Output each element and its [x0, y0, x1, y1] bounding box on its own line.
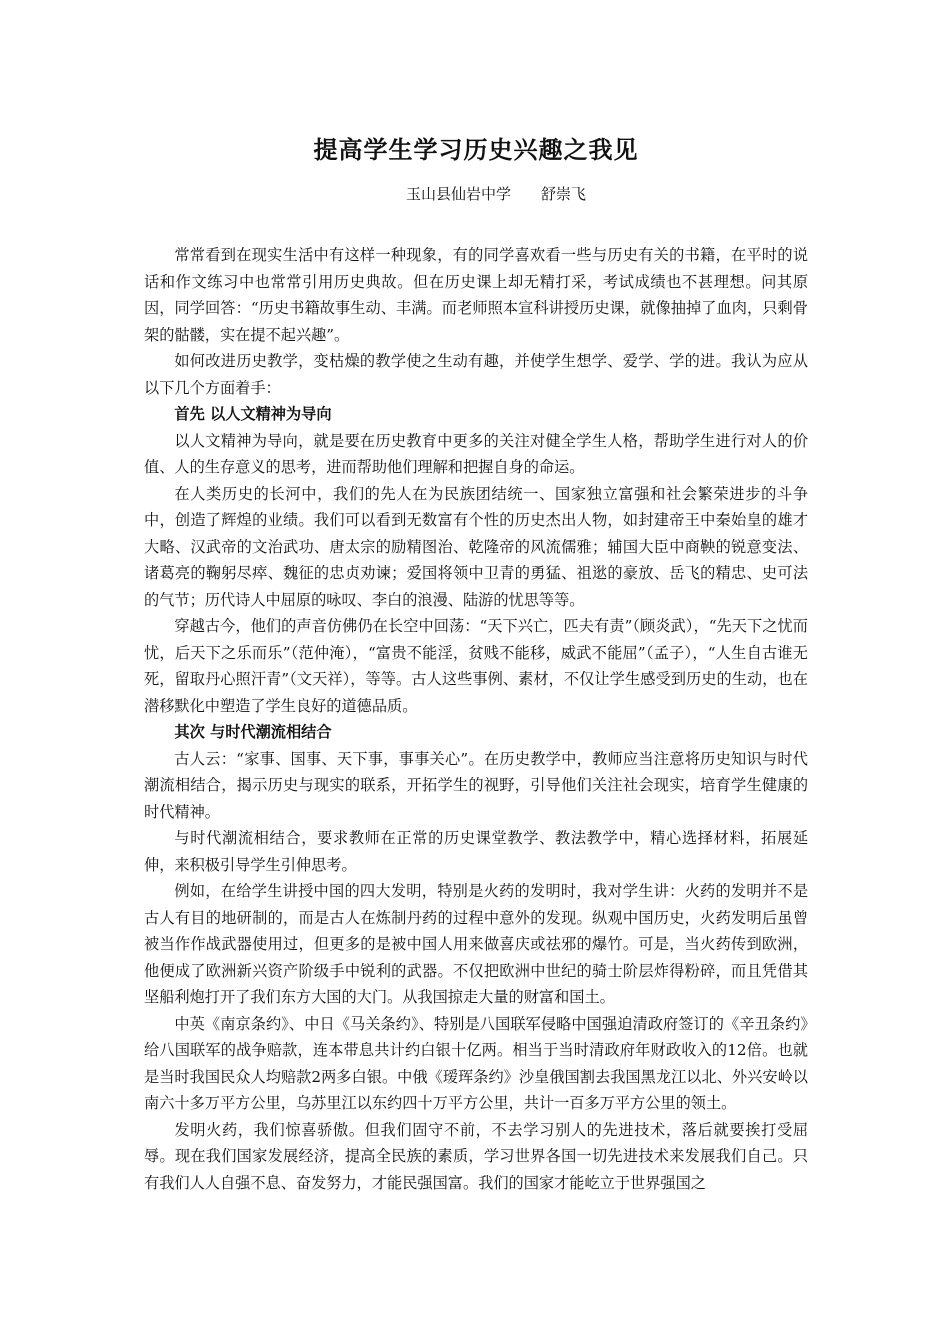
paragraph: 中英《南京条约》、中日《马关条约》、特别是八国联军侵略中国强迫清政府签订的《辛丑条约》给八国联军的战争赔款，连本带息共计约白银十亿两。相当于当时清政府年财政收入的12倍。也就是当时我国民众人均赔款2两多白银。中俄《瑷珲条约》沙皇俄国割去我国黑龙江以北、外兴安岭以南六十多万平方公里，乌苏里江以东约四十万平方公里，共计一百多万平方公里的领土。 [144, 1014, 808, 1112]
section-heading: 首先 以人文精神为导向 [174, 405, 332, 423]
paragraph: 穿越古今，他们的声音仿佛仍在长空中回荡：“天下兴亡，匹夫有责”（顾炎武），“先天下之忧而忧，后天下之乐而乐”（范仲淹），“富贵不能淫，贫贱不能移，威武不能屈”（孟子），“人生自古谁无死，留取丹心照汗青”（文天祥），等等。古人这些事例、素材，不仅让学生感受到历史的生动，也在潜移默化中塑造了学生良好的道德品质。 [144, 617, 808, 715]
paragraph: 在人类历史的长河中，我们的先人在为民族团结统一、国家独立富强和社会繁荣进步的斗争中，创造了辉煌的业绩。我们可以看到无数富有个性的历史杰出人物，如封建帝王中秦始皇的雄才大略、汉武帝的文治武功、唐太宗的励精图治、乾隆帝的风流儒雅；辅国大臣中商鞅的锐意变法、诸葛亮的鞠躬尽瘁、魏征的忠贞劝谏；爱国将领中卫青的勇猛、祖逖的豪放、岳飞的精忠、史可法的气节；历代诗人中屈原的咏叹、李白的浪漫、陆游的忧思等等。 [144, 484, 808, 609]
paragraph: 以人文精神为导向，就是要在历史教育中更多的关注对健全学生人格，帮助学生进行对人的价值、人的生存意义的思考，进而帮助他们理解和把握自身的命运。 [144, 431, 808, 476]
author-name: 舒崇飞 [541, 185, 587, 203]
paragraph: 常常看到在现实生活中有这样一种现象，有的同学喜欢看一些与历史有关的书籍，在平时的说话和作文练习中也常常引用历史典故。但在历史课上却无精打采，考试成绩也不甚理想。问其原因，同学回答：“历史书籍故事生动、丰满。而老师照本宣科讲授历史课，就像抽掉了血肉，只剩骨架的骷髅，实在提不起兴趣”。 [144, 246, 808, 344]
document-title: 提高学生学习历史兴趣之我见 [313, 135, 639, 164]
paragraph: 古人云：“家事、国事、天下事，事事关心”。在历史教学中，教师应当注意将历史知识与时代潮流相结合，揭示历史与现实的联系，开拓学生的视野，引导他们关注社会现实，培育学生健康的时代精神。 [144, 749, 808, 821]
school-name: 玉山县仙岩中学 [405, 185, 511, 203]
section-heading: 其次 与时代潮流相结合 [174, 723, 332, 741]
paragraph: 与时代潮流相结合，要求教师在正常的历史课堂教学、教法教学中，精心选择材料，拓展延伸，来积极引导学生引伸思考。 [144, 829, 808, 874]
paragraph: 如何改进历史教学，变枯燥的教学使之生动有趣，并使学生想学、爱学、学的进。我认为应从以下几个方面着手： [144, 352, 808, 397]
paragraph: 发明火药，我们惊喜骄傲。但我们固守不前，不去学习别人的先进技术，落后就要挨打受屈辱。现在我们国家发展经济，提高全民族的素质，学习世界各国一切先进技术来发展我们自己。只有我们人人自强不息、奋发努力，才能民强国富。我们的国家才能屹立于世界强国之 [144, 1120, 808, 1192]
document-body [144, 242, 808, 1196]
byline [144, 182, 808, 206]
paragraph: 例如，在给学生讲授中国的四大发明，特别是火药的发明时，我对学生讲：火药的发明并不是古人有目的地研制的，而是古人在炼制丹药的过程中意外的发现。纵观中国历史，火药发明后虽曾被当作作战武器使用过，但更多的是被中国人用来做喜庆或祛邪的爆竹。可是，当火药传到欧洲，他便成了欧洲新兴资产阶级手中锐利的武器。不仅把欧洲中世纪的骑士阶层炸得粉碎，而且凭借其坚船利炮打开了我们东方大国的大门。从我国掠走大量的财富和国土。 [144, 882, 808, 1006]
document-page [144, 128, 808, 1196]
